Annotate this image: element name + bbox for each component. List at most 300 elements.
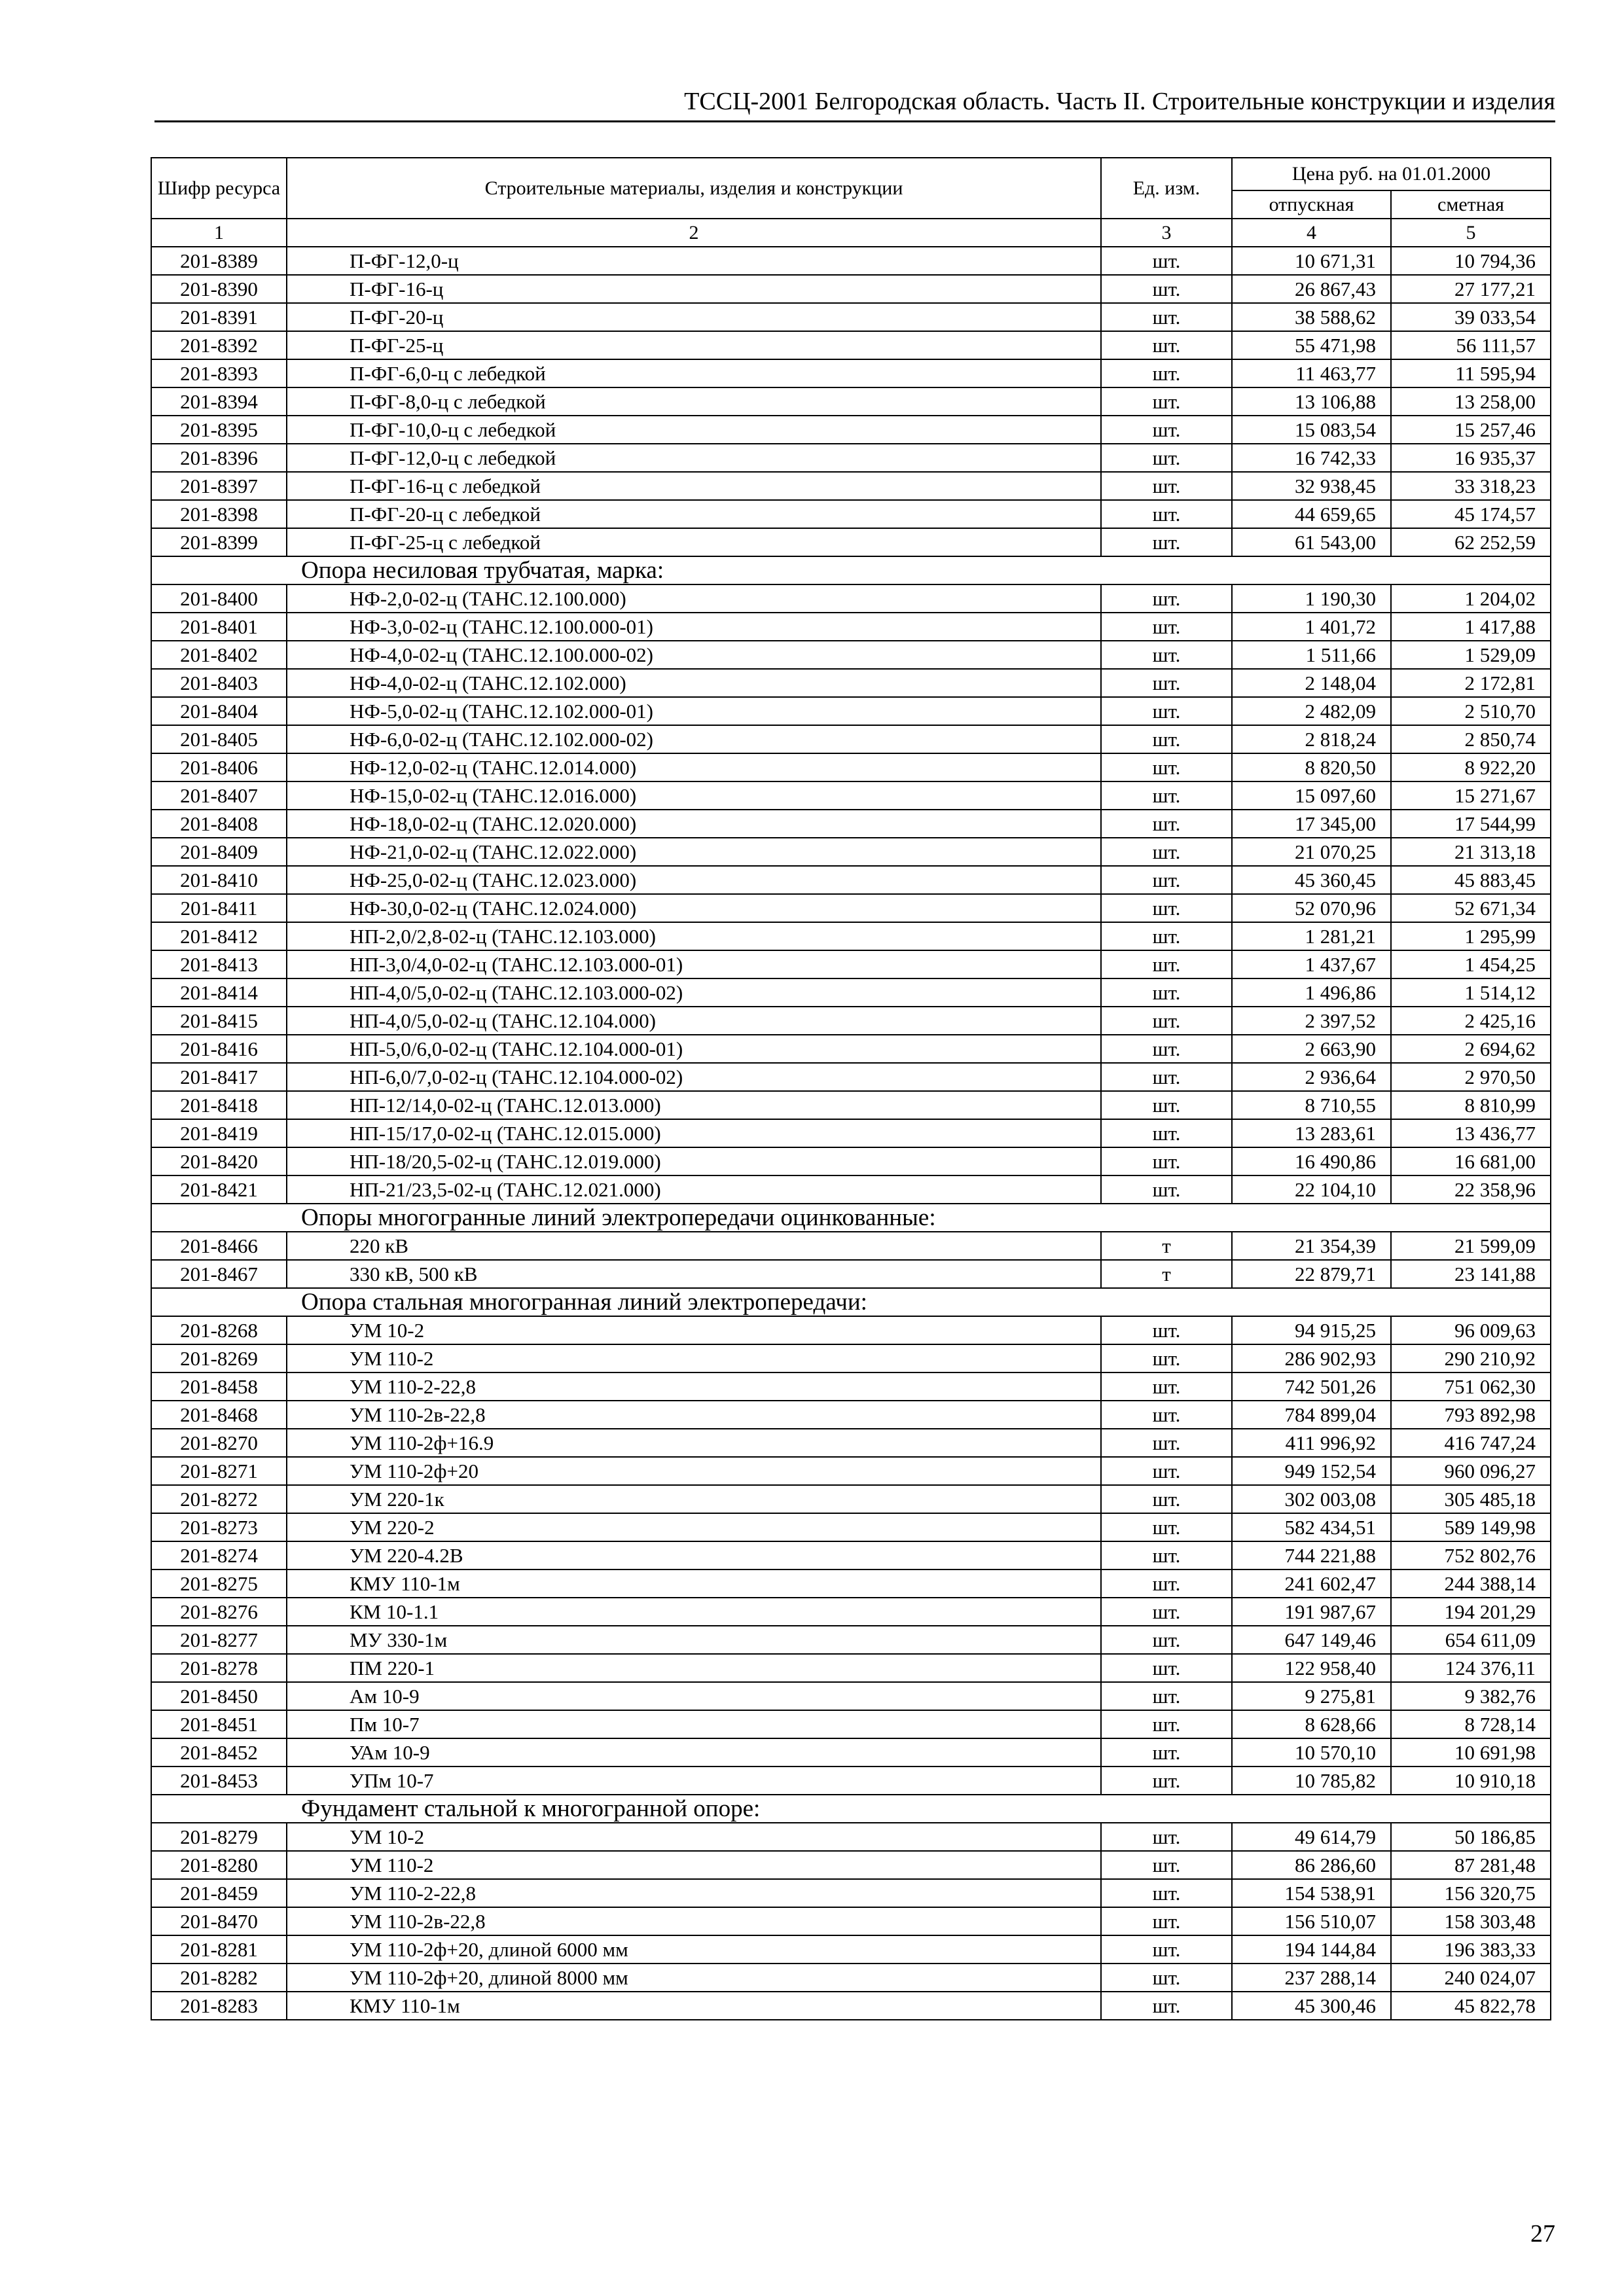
estimate-price-cell: 1 454,25 xyxy=(1391,950,1551,978)
table-row xyxy=(151,584,1551,613)
item-name-cell: П-ФГ-10,0-ц с лебедкой xyxy=(287,416,1101,444)
estimate-price-cell: 8 728,14 xyxy=(1391,1710,1551,1738)
estimate-price-cell: 45 174,57 xyxy=(1391,500,1551,528)
item-name-cell: УАм 10-9 xyxy=(287,1738,1101,1767)
table-row xyxy=(151,247,1551,275)
resource-code-cell: 201-8396 xyxy=(151,444,287,472)
unit-cell: шт. xyxy=(1101,275,1232,303)
item-name-cell: НФ-4,0-02-ц (ТАНС.12.100.000-02) xyxy=(287,641,1101,669)
release-price-cell: 1 190,30 xyxy=(1232,584,1391,613)
price-table xyxy=(151,157,1551,2020)
unit-cell: шт. xyxy=(1101,641,1232,669)
item-name-cell: НП-18/20,5-02-ц (ТАНС.12.019.000) xyxy=(287,1147,1101,1175)
unit-cell: шт. xyxy=(1101,359,1232,387)
estimate-price-cell: 10 794,36 xyxy=(1391,247,1551,275)
release-price-cell: 647 149,46 xyxy=(1232,1626,1391,1654)
release-price-cell: 302 003,08 xyxy=(1232,1485,1391,1513)
item-name-cell: УМ 110-2ф+20, длиной 6000 мм xyxy=(287,1935,1101,1964)
release-price-cell: 17 345,00 xyxy=(1232,810,1391,838)
resource-code-cell: 201-8468 xyxy=(151,1401,287,1429)
item-name-cell: УМ 110-2ф+16.9 xyxy=(287,1429,1101,1457)
table-row xyxy=(151,1147,1551,1175)
header-price-group: Цена руб. на 01.01.2000 xyxy=(1232,158,1551,190)
estimate-price-cell: 2 425,16 xyxy=(1391,1007,1551,1035)
resource-code-cell: 201-8278 xyxy=(151,1654,287,1682)
table-row xyxy=(151,1175,1551,1204)
item-name-cell: УМ 110-2ф+20, длиной 8000 мм xyxy=(287,1964,1101,1992)
resource-code-cell: 201-8270 xyxy=(151,1429,287,1457)
unit-cell: шт. xyxy=(1101,1935,1232,1964)
estimate-price-cell: 1 529,09 xyxy=(1391,641,1551,669)
unit-cell: шт. xyxy=(1101,838,1232,866)
estimate-price-cell: 33 318,23 xyxy=(1391,472,1551,500)
estimate-price-cell: 62 252,59 xyxy=(1391,528,1551,556)
release-price-cell: 94 915,25 xyxy=(1232,1316,1391,1344)
item-name-cell: УМ 10-2 xyxy=(287,1823,1101,1851)
unit-cell: шт. xyxy=(1101,950,1232,978)
unit-cell: шт. xyxy=(1101,1682,1232,1710)
unit-cell: шт. xyxy=(1101,894,1232,922)
resource-code-cell: 201-8421 xyxy=(151,1175,287,1204)
section-row xyxy=(151,556,1551,584)
item-name-cell: НФ-25,0-02-ц (ТАНС.12.023.000) xyxy=(287,866,1101,894)
item-name-cell: МУ 330-1м xyxy=(287,1626,1101,1654)
resource-code-cell: 201-8389 xyxy=(151,247,287,275)
table-row xyxy=(151,528,1551,556)
resource-code-cell: 201-8415 xyxy=(151,1007,287,1035)
table-row xyxy=(151,922,1551,950)
release-price-cell: 154 538,91 xyxy=(1232,1879,1391,1907)
table-row xyxy=(151,838,1551,866)
estimate-price-cell: 290 210,92 xyxy=(1391,1344,1551,1372)
estimate-price-cell: 1 204,02 xyxy=(1391,584,1551,613)
unit-cell: шт. xyxy=(1101,331,1232,359)
unit-cell: шт. xyxy=(1101,978,1232,1007)
unit-cell: шт. xyxy=(1101,1879,1232,1907)
estimate-price-cell: 1 417,88 xyxy=(1391,613,1551,641)
item-name-cell: НФ-3,0-02-ц (ТАНС.12.100.000-01) xyxy=(287,613,1101,641)
resource-code-cell: 201-8399 xyxy=(151,528,287,556)
item-name-cell: Пм 10-7 xyxy=(287,1710,1101,1738)
unit-cell: шт. xyxy=(1101,725,1232,753)
estimate-price-cell: 305 485,18 xyxy=(1391,1485,1551,1513)
table-row xyxy=(151,387,1551,416)
estimate-price-cell: 2 510,70 xyxy=(1391,697,1551,725)
section-title: Опора несиловая трубчатая, марка: xyxy=(151,556,1551,584)
unit-cell: шт. xyxy=(1101,810,1232,838)
table-row xyxy=(151,1738,1551,1767)
release-price-cell: 16 742,33 xyxy=(1232,444,1391,472)
table-row xyxy=(151,1710,1551,1738)
release-price-cell: 15 083,54 xyxy=(1232,416,1391,444)
resource-code-cell: 201-8277 xyxy=(151,1626,287,1654)
release-price-cell: 744 221,88 xyxy=(1232,1541,1391,1570)
resource-code-cell: 201-8452 xyxy=(151,1738,287,1767)
resource-code-cell: 201-8395 xyxy=(151,416,287,444)
table-row xyxy=(151,1401,1551,1429)
release-price-cell: 2 663,90 xyxy=(1232,1035,1391,1063)
unit-cell: шт. xyxy=(1101,1316,1232,1344)
table-row xyxy=(151,1626,1551,1654)
resource-code-cell: 201-8408 xyxy=(151,810,287,838)
release-price-cell: 32 938,45 xyxy=(1232,472,1391,500)
table-row xyxy=(151,725,1551,753)
table-header xyxy=(151,158,1551,247)
resource-code-cell: 201-8401 xyxy=(151,613,287,641)
item-name-cell: П-ФГ-8,0-ц с лебедкой xyxy=(287,387,1101,416)
unit-cell: шт. xyxy=(1101,1344,1232,1372)
table-row xyxy=(151,1485,1551,1513)
table-row xyxy=(151,697,1551,725)
table-row xyxy=(151,1541,1551,1570)
resource-code-cell: 201-8281 xyxy=(151,1935,287,1964)
release-price-cell: 2 397,52 xyxy=(1232,1007,1391,1035)
unit-cell: шт. xyxy=(1101,1823,1232,1851)
unit-cell: шт. xyxy=(1101,528,1232,556)
resource-code-cell: 201-8280 xyxy=(151,1851,287,1879)
resource-code-cell: 201-8419 xyxy=(151,1119,287,1147)
table-body xyxy=(151,247,1551,2020)
unit-cell: шт. xyxy=(1101,1119,1232,1147)
unit-cell: шт. xyxy=(1101,1035,1232,1063)
estimate-price-cell: 8 810,99 xyxy=(1391,1091,1551,1119)
estimate-price-cell: 23 141,88 xyxy=(1391,1260,1551,1288)
column-number-2: 2 xyxy=(287,219,1101,247)
table-row xyxy=(151,1007,1551,1035)
estimate-price-cell: 21 599,09 xyxy=(1391,1232,1551,1260)
release-price-cell: 52 070,96 xyxy=(1232,894,1391,922)
unit-cell: шт. xyxy=(1101,1513,1232,1541)
resource-code-cell: 201-8271 xyxy=(151,1457,287,1485)
table-row xyxy=(151,1513,1551,1541)
release-price-cell: 10 570,10 xyxy=(1232,1738,1391,1767)
release-price-cell: 21 354,39 xyxy=(1232,1232,1391,1260)
estimate-price-cell: 589 149,98 xyxy=(1391,1513,1551,1541)
table-row xyxy=(151,500,1551,528)
resource-code-cell: 201-8412 xyxy=(151,922,287,950)
resource-code-cell: 201-8458 xyxy=(151,1372,287,1401)
item-name-cell: КМУ 110-1м xyxy=(287,1992,1101,2020)
item-name-cell: П-ФГ-12,0-ц с лебедкой xyxy=(287,444,1101,472)
estimate-price-cell: 9 382,76 xyxy=(1391,1682,1551,1710)
unit-cell: шт. xyxy=(1101,1007,1232,1035)
estimate-price-cell: 1 295,99 xyxy=(1391,922,1551,950)
estimate-price-cell: 8 922,20 xyxy=(1391,753,1551,781)
item-name-cell: П-ФГ-16-ц xyxy=(287,275,1101,303)
section-row xyxy=(151,1204,1551,1232)
release-price-cell: 55 471,98 xyxy=(1232,331,1391,359)
resource-code-cell: 201-8467 xyxy=(151,1260,287,1288)
release-price-cell: 411 996,92 xyxy=(1232,1429,1391,1457)
resource-code-cell: 201-8405 xyxy=(151,725,287,753)
estimate-price-cell: 13 258,00 xyxy=(1391,387,1551,416)
unit-cell: шт. xyxy=(1101,1738,1232,1767)
item-name-cell: УМ 220-2 xyxy=(287,1513,1101,1541)
unit-cell: шт. xyxy=(1101,922,1232,950)
unit-cell: шт. xyxy=(1101,1175,1232,1204)
table-row xyxy=(151,1372,1551,1401)
table-row xyxy=(151,1232,1551,1260)
resource-code-cell: 201-8417 xyxy=(151,1063,287,1091)
resource-code-cell: 201-8409 xyxy=(151,838,287,866)
estimate-price-cell: 416 747,24 xyxy=(1391,1429,1551,1457)
table-row xyxy=(151,1654,1551,1682)
table-row xyxy=(151,781,1551,810)
unit-cell: шт. xyxy=(1101,1767,1232,1795)
resource-code-cell: 201-8407 xyxy=(151,781,287,810)
release-price-cell: 22 879,71 xyxy=(1232,1260,1391,1288)
unit-cell: шт. xyxy=(1101,1147,1232,1175)
release-price-cell: 22 104,10 xyxy=(1232,1175,1391,1204)
item-name-cell: КМУ 110-1м xyxy=(287,1570,1101,1598)
resource-code-cell: 201-8403 xyxy=(151,669,287,697)
resource-code-cell: 201-8391 xyxy=(151,303,287,331)
unit-cell: шт. xyxy=(1101,247,1232,275)
table-row xyxy=(151,1063,1551,1091)
unit-cell: шт. xyxy=(1101,753,1232,781)
table-row xyxy=(151,416,1551,444)
estimate-price-cell: 244 388,14 xyxy=(1391,1570,1551,1598)
unit-cell: шт. xyxy=(1101,1654,1232,1682)
estimate-price-cell: 39 033,54 xyxy=(1391,303,1551,331)
item-name-cell: НФ-30,0-02-ц (ТАНС.12.024.000) xyxy=(287,894,1101,922)
release-price-cell: 2 482,09 xyxy=(1232,697,1391,725)
table-row xyxy=(151,303,1551,331)
item-name-cell: П-ФГ-16-ц с лебедкой xyxy=(287,472,1101,500)
resource-code-cell: 201-8459 xyxy=(151,1879,287,1907)
item-name-cell: УМ 110-2 xyxy=(287,1344,1101,1372)
release-price-cell: 122 958,40 xyxy=(1232,1654,1391,1682)
item-name-cell: НФ-21,0-02-ц (ТАНС.12.022.000) xyxy=(287,838,1101,866)
table-row xyxy=(151,1457,1551,1485)
table-row xyxy=(151,1823,1551,1851)
unit-cell: шт. xyxy=(1101,669,1232,697)
estimate-price-cell: 196 383,33 xyxy=(1391,1935,1551,1964)
table-row xyxy=(151,866,1551,894)
section-title: Опоры многогранные линий электропередачи оцинкованные: xyxy=(151,1204,1551,1232)
item-name-cell: НП-12/14,0-02-ц (ТАНС.12.013.000) xyxy=(287,1091,1101,1119)
resource-code-cell: 201-8268 xyxy=(151,1316,287,1344)
estimate-price-cell: 124 376,11 xyxy=(1391,1654,1551,1682)
item-name-cell: ПМ 220-1 xyxy=(287,1654,1101,1682)
release-price-cell: 2 818,24 xyxy=(1232,725,1391,753)
release-price-cell: 286 902,93 xyxy=(1232,1344,1391,1372)
item-name-cell: УМ 110-2в-22,8 xyxy=(287,1401,1101,1429)
item-name-cell: П-ФГ-20-ц с лебедкой xyxy=(287,500,1101,528)
estimate-price-cell: 27 177,21 xyxy=(1391,275,1551,303)
release-price-cell: 1 511,66 xyxy=(1232,641,1391,669)
table-row xyxy=(151,359,1551,387)
release-price-cell: 784 899,04 xyxy=(1232,1401,1391,1429)
item-name-cell: Ам 10-9 xyxy=(287,1682,1101,1710)
section-title: Фундамент стальной к многогранной опоре: xyxy=(151,1795,1551,1823)
column-number-5: 5 xyxy=(1391,219,1551,247)
table-row xyxy=(151,669,1551,697)
estimate-price-cell: 17 544,99 xyxy=(1391,810,1551,838)
estimate-price-cell: 45 883,45 xyxy=(1391,866,1551,894)
release-price-cell: 949 152,54 xyxy=(1232,1457,1391,1485)
estimate-price-cell: 654 611,09 xyxy=(1391,1626,1551,1654)
estimate-price-cell: 793 892,98 xyxy=(1391,1401,1551,1429)
resource-code-cell: 201-8269 xyxy=(151,1344,287,1372)
table-row xyxy=(151,1907,1551,1935)
release-price-cell: 49 614,79 xyxy=(1232,1823,1391,1851)
table-row xyxy=(151,1429,1551,1457)
item-name-cell: НФ-2,0-02-ц (ТАНС.12.100.000) xyxy=(287,584,1101,613)
section-title: Опора стальная многогранная линий электропередачи: xyxy=(151,1288,1551,1316)
release-price-cell: 2 148,04 xyxy=(1232,669,1391,697)
estimate-price-cell: 10 910,18 xyxy=(1391,1767,1551,1795)
unit-cell: шт. xyxy=(1101,1091,1232,1119)
resource-code-cell: 201-8398 xyxy=(151,500,287,528)
item-name-cell: УМ 220-1к xyxy=(287,1485,1101,1513)
unit-cell: шт. xyxy=(1101,1626,1232,1654)
section-row xyxy=(151,1288,1551,1316)
estimate-price-cell: 752 802,76 xyxy=(1391,1541,1551,1570)
table-row xyxy=(151,1964,1551,1992)
table-row xyxy=(151,1260,1551,1288)
estimate-price-cell: 13 436,77 xyxy=(1391,1119,1551,1147)
table-row xyxy=(151,894,1551,922)
release-price-cell: 237 288,14 xyxy=(1232,1964,1391,1992)
unit-cell: шт. xyxy=(1101,1964,1232,1992)
unit-cell: т xyxy=(1101,1260,1232,1288)
item-name-cell: УМ 110-2 xyxy=(287,1851,1101,1879)
resource-code-cell: 201-8274 xyxy=(151,1541,287,1570)
estimate-price-cell: 194 201,29 xyxy=(1391,1598,1551,1626)
resource-code-cell: 201-8420 xyxy=(151,1147,287,1175)
running-header: ТССЦ-2001 Белгородская область. Часть II. Строительные конструкции и изделия xyxy=(684,88,1555,115)
table-row xyxy=(151,1767,1551,1795)
column-number-3: 3 xyxy=(1101,219,1232,247)
estimate-price-cell: 96 009,63 xyxy=(1391,1316,1551,1344)
item-name-cell: П-ФГ-6,0-ц с лебедкой xyxy=(287,359,1101,387)
unit-cell: шт. xyxy=(1101,1401,1232,1429)
table-row xyxy=(151,1682,1551,1710)
unit-cell: шт. xyxy=(1101,1598,1232,1626)
table-row xyxy=(151,275,1551,303)
estimate-price-cell: 52 671,34 xyxy=(1391,894,1551,922)
header-rule xyxy=(154,120,1555,122)
estimate-price-cell: 1 514,12 xyxy=(1391,978,1551,1007)
release-price-cell: 86 286,60 xyxy=(1232,1851,1391,1879)
item-name-cell: НФ-18,0-02-ц (ТАНС.12.020.000) xyxy=(287,810,1101,838)
release-price-cell: 45 360,45 xyxy=(1232,866,1391,894)
table-row xyxy=(151,472,1551,500)
resource-code-cell: 201-8390 xyxy=(151,275,287,303)
release-price-cell: 194 144,84 xyxy=(1232,1935,1391,1964)
item-name-cell: УМ 110-2ф+20 xyxy=(287,1457,1101,1485)
release-price-cell: 11 463,77 xyxy=(1232,359,1391,387)
table-row xyxy=(151,1851,1551,1879)
column-number-1: 1 xyxy=(151,219,287,247)
item-name-cell: УМ 10-2 xyxy=(287,1316,1101,1344)
release-price-cell: 21 070,25 xyxy=(1232,838,1391,866)
table-row xyxy=(151,753,1551,781)
estimate-price-cell: 960 096,27 xyxy=(1391,1457,1551,1485)
release-price-cell: 10 671,31 xyxy=(1232,247,1391,275)
estimate-price-cell: 2 694,62 xyxy=(1391,1035,1551,1063)
table-row xyxy=(151,1316,1551,1344)
resource-code-cell: 201-8411 xyxy=(151,894,287,922)
table-row xyxy=(151,950,1551,978)
estimate-price-cell: 2 850,74 xyxy=(1391,725,1551,753)
estimate-price-cell: 21 313,18 xyxy=(1391,838,1551,866)
resource-code-cell: 201-8404 xyxy=(151,697,287,725)
release-price-cell: 13 283,61 xyxy=(1232,1119,1391,1147)
resource-code-cell: 201-8272 xyxy=(151,1485,287,1513)
column-number-4: 4 xyxy=(1232,219,1391,247)
estimate-price-cell: 87 281,48 xyxy=(1391,1851,1551,1879)
release-price-cell: 1 281,21 xyxy=(1232,922,1391,950)
item-name-cell: П-ФГ-12,0-ц xyxy=(287,247,1101,275)
release-price-cell: 38 588,62 xyxy=(1232,303,1391,331)
estimate-price-cell: 11 595,94 xyxy=(1391,359,1551,387)
release-price-cell: 16 490,86 xyxy=(1232,1147,1391,1175)
header-estimate-price: сметная xyxy=(1391,190,1551,219)
resource-code-cell: 201-8400 xyxy=(151,584,287,613)
resource-code-cell: 201-8410 xyxy=(151,866,287,894)
section-row xyxy=(151,1795,1551,1823)
resource-code-cell: 201-8275 xyxy=(151,1570,287,1598)
item-name-cell: 330 кВ, 500 кВ xyxy=(287,1260,1101,1288)
page-number: 27 xyxy=(1530,2220,1555,2248)
item-name-cell: НФ-4,0-02-ц (ТАНС.12.102.000) xyxy=(287,669,1101,697)
resource-code-cell: 201-8414 xyxy=(151,978,287,1007)
unit-cell: шт. xyxy=(1101,416,1232,444)
unit-cell: шт. xyxy=(1101,866,1232,894)
unit-cell: шт. xyxy=(1101,1710,1232,1738)
table-row xyxy=(151,1598,1551,1626)
estimate-price-cell: 2 172,81 xyxy=(1391,669,1551,697)
header-code: Шифр ресурса xyxy=(151,158,287,219)
resource-code-cell: 201-8450 xyxy=(151,1682,287,1710)
unit-cell: шт. xyxy=(1101,1570,1232,1598)
item-name-cell: НП-5,0/6,0-02-ц (ТАНС.12.104.000-01) xyxy=(287,1035,1101,1063)
item-name-cell: НП-4,0/5,0-02-ц (ТАНС.12.104.000) xyxy=(287,1007,1101,1035)
unit-cell: шт. xyxy=(1101,500,1232,528)
resource-code-cell: 201-8406 xyxy=(151,753,287,781)
unit-cell: шт. xyxy=(1101,1851,1232,1879)
table-row xyxy=(151,810,1551,838)
resource-code-cell: 201-8416 xyxy=(151,1035,287,1063)
release-price-cell: 26 867,43 xyxy=(1232,275,1391,303)
resource-code-cell: 201-8276 xyxy=(151,1598,287,1626)
item-name-cell: НФ-5,0-02-ц (ТАНС.12.102.000-01) xyxy=(287,697,1101,725)
release-price-cell: 1 401,72 xyxy=(1232,613,1391,641)
item-name-cell: НП-15/17,0-02-ц (ТАНС.12.015.000) xyxy=(287,1119,1101,1147)
estimate-price-cell: 15 271,67 xyxy=(1391,781,1551,810)
header-name: Строительные материалы, изделия и конструкции xyxy=(287,158,1101,219)
table-row xyxy=(151,1035,1551,1063)
item-name-cell: НП-4,0/5,0-02-ц (ТАНС.12.103.000-02) xyxy=(287,978,1101,1007)
item-name-cell: П-ФГ-20-ц xyxy=(287,303,1101,331)
resource-code-cell: 201-8402 xyxy=(151,641,287,669)
table-row xyxy=(151,331,1551,359)
estimate-price-cell: 15 257,46 xyxy=(1391,416,1551,444)
item-name-cell: НФ-15,0-02-ц (ТАНС.12.016.000) xyxy=(287,781,1101,810)
table-row xyxy=(151,1570,1551,1598)
release-price-cell: 13 106,88 xyxy=(1232,387,1391,416)
resource-code-cell: 201-8394 xyxy=(151,387,287,416)
item-name-cell: УМ 110-2в-22,8 xyxy=(287,1907,1101,1935)
resource-code-cell: 201-8470 xyxy=(151,1907,287,1935)
unit-cell: шт. xyxy=(1101,781,1232,810)
resource-code-cell: 201-8453 xyxy=(151,1767,287,1795)
unit-cell: шт. xyxy=(1101,584,1232,613)
estimate-price-cell: 2 970,50 xyxy=(1391,1063,1551,1091)
item-name-cell: НП-6,0/7,0-02-ц (ТАНС.12.104.000-02) xyxy=(287,1063,1101,1091)
